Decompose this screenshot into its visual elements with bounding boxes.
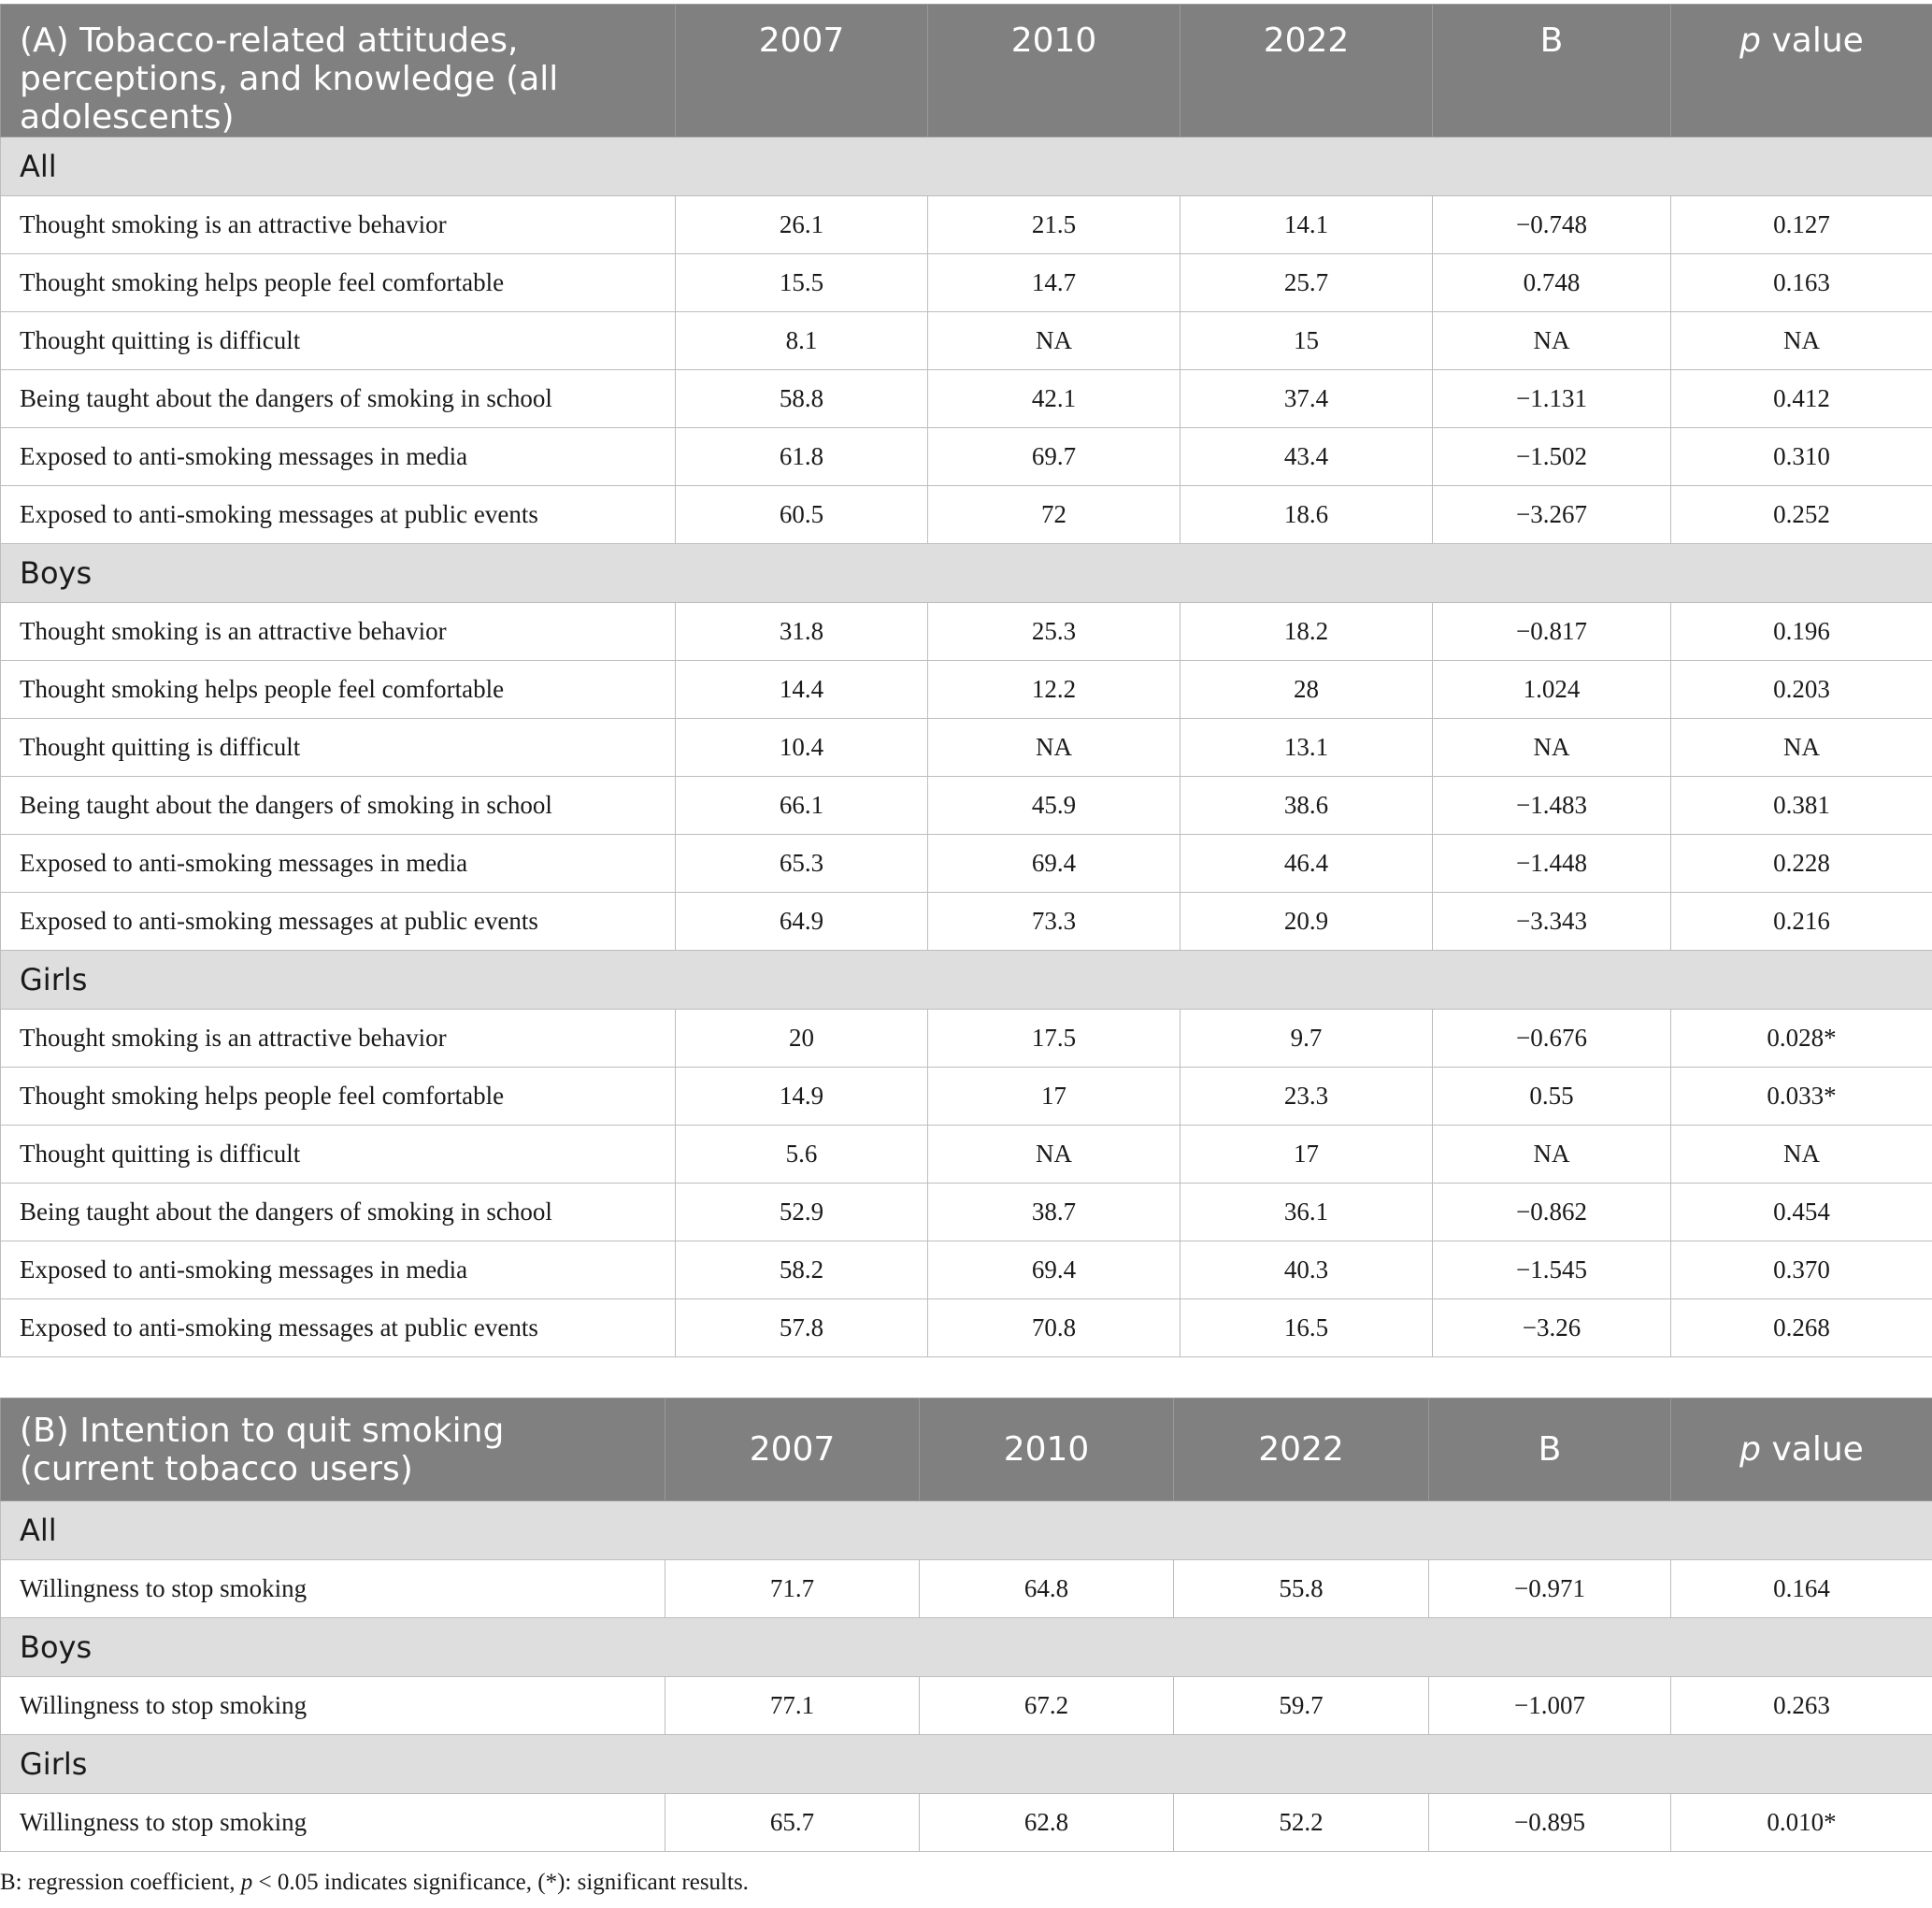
value-2010: NA bbox=[928, 1126, 1181, 1184]
value-2022: 43.4 bbox=[1181, 428, 1433, 486]
value-2010: 45.9 bbox=[928, 777, 1181, 835]
table-row bbox=[1, 835, 1932, 893]
table-row bbox=[1, 1010, 1932, 1068]
value-p: 0.033* bbox=[1671, 1068, 1932, 1126]
value-2010: 72 bbox=[928, 486, 1181, 544]
value-b: −0.676 bbox=[1433, 1010, 1671, 1068]
value-2010: 21.5 bbox=[928, 196, 1181, 254]
value-p: 0.028* bbox=[1671, 1010, 1932, 1068]
group-label: Girls bbox=[1, 1735, 1932, 1794]
table-row bbox=[1, 370, 1932, 428]
value-2007: 20 bbox=[676, 1010, 928, 1068]
group-row-girls bbox=[1, 951, 1932, 1010]
column-header-2022: 2022 bbox=[1174, 1399, 1429, 1501]
value-2022: 17 bbox=[1181, 1126, 1433, 1184]
value-p: 0.370 bbox=[1671, 1241, 1932, 1299]
value-2007: 64.9 bbox=[676, 893, 928, 951]
table-row bbox=[1, 196, 1932, 254]
value-2007: 65.3 bbox=[676, 835, 928, 893]
row-label: Willingness to stop smoking bbox=[1, 1794, 665, 1852]
table-row bbox=[1, 1677, 1932, 1735]
group-row-girls bbox=[1, 1735, 1932, 1794]
value-p: 0.216 bbox=[1671, 893, 1932, 951]
value-p: 0.263 bbox=[1671, 1677, 1932, 1735]
value-2022: 40.3 bbox=[1181, 1241, 1433, 1299]
value-p: 0.127 bbox=[1671, 196, 1932, 254]
value-2010: 69.7 bbox=[928, 428, 1181, 486]
table-a-title: (A) Tobacco-related attitudes, perceptions, and knowledge (all adolescents) bbox=[1, 5, 676, 137]
value-2022: 15 bbox=[1181, 312, 1433, 370]
value-p: 0.163 bbox=[1671, 254, 1932, 312]
group-label: Boys bbox=[1, 1618, 1932, 1677]
value-b: NA bbox=[1433, 1126, 1671, 1184]
table-b-title: (B) Intention to quit smoking (current tobacco users) bbox=[1, 1399, 665, 1501]
column-header-b: B bbox=[1433, 5, 1671, 137]
value-b: 1.024 bbox=[1433, 661, 1671, 719]
value-2007: 15.5 bbox=[676, 254, 928, 312]
row-label: Thought smoking helps people feel comfortable bbox=[1, 661, 676, 719]
value-2010: 70.8 bbox=[928, 1299, 1181, 1357]
value-2022: 13.1 bbox=[1181, 719, 1433, 777]
row-label: Thought quitting is difficult bbox=[1, 719, 676, 777]
value-2007: 66.1 bbox=[676, 777, 928, 835]
value-p: 0.203 bbox=[1671, 661, 1932, 719]
row-label: Thought smoking helps people feel comfortable bbox=[1, 254, 676, 312]
value-2022: 28 bbox=[1181, 661, 1433, 719]
table-row bbox=[1, 1794, 1932, 1852]
value-p: 0.196 bbox=[1671, 603, 1932, 661]
table-row bbox=[1, 254, 1932, 312]
value-p: 0.454 bbox=[1671, 1184, 1932, 1241]
value-2007: 14.4 bbox=[676, 661, 928, 719]
row-label: Being taught about the dangers of smoking in school bbox=[1, 1184, 676, 1241]
value-2010: 67.2 bbox=[920, 1677, 1174, 1735]
value-b: −1.483 bbox=[1433, 777, 1671, 835]
p-value-suffix: value bbox=[1761, 22, 1864, 60]
value-2007: 52.9 bbox=[676, 1184, 928, 1241]
value-b: −0.971 bbox=[1429, 1560, 1671, 1618]
row-label: Exposed to anti-smoking messages at public events bbox=[1, 486, 676, 544]
table-row bbox=[1, 893, 1932, 951]
row-label: Being taught about the dangers of smoking in school bbox=[1, 777, 676, 835]
table-b bbox=[0, 1398, 1932, 1852]
table-row bbox=[1, 777, 1932, 835]
column-header-p-value bbox=[1671, 1399, 1932, 1501]
value-b: 0.748 bbox=[1433, 254, 1671, 312]
footnote-part2: < 0.05 indicates significance, (*): significant results. bbox=[252, 1870, 749, 1895]
value-2022: 38.6 bbox=[1181, 777, 1433, 835]
value-b: −0.748 bbox=[1433, 196, 1671, 254]
value-2010: 64.8 bbox=[920, 1560, 1174, 1618]
value-2022: 36.1 bbox=[1181, 1184, 1433, 1241]
value-2022: 46.4 bbox=[1181, 835, 1433, 893]
column-header-2010: 2010 bbox=[928, 5, 1181, 137]
value-2022: 25.7 bbox=[1181, 254, 1433, 312]
footnote-p-symbol: p bbox=[240, 1870, 253, 1895]
row-label: Thought smoking is an attractive behavior bbox=[1, 1010, 676, 1068]
column-header-2022: 2022 bbox=[1181, 5, 1433, 137]
value-p: NA bbox=[1671, 719, 1932, 777]
value-2007: 26.1 bbox=[676, 196, 928, 254]
table-footnote bbox=[0, 1870, 749, 1896]
value-2022: 37.4 bbox=[1181, 370, 1433, 428]
value-2010: 25.3 bbox=[928, 603, 1181, 661]
table-row bbox=[1, 1184, 1932, 1241]
value-2007: 58.8 bbox=[676, 370, 928, 428]
row-label: Thought quitting is difficult bbox=[1, 312, 676, 370]
table-row bbox=[1, 661, 1932, 719]
column-header-b: B bbox=[1429, 1399, 1671, 1501]
value-2007: 58.2 bbox=[676, 1241, 928, 1299]
row-label: Exposed to anti-smoking messages in media bbox=[1, 835, 676, 893]
value-b: −0.817 bbox=[1433, 603, 1671, 661]
row-label: Exposed to anti-smoking messages in media bbox=[1, 428, 676, 486]
value-2007: 60.5 bbox=[676, 486, 928, 544]
value-2007: 10.4 bbox=[676, 719, 928, 777]
value-2007: 61.8 bbox=[676, 428, 928, 486]
value-2010: 14.7 bbox=[928, 254, 1181, 312]
value-2022: 14.1 bbox=[1181, 196, 1433, 254]
value-2022: 16.5 bbox=[1181, 1299, 1433, 1357]
row-label: Willingness to stop smoking bbox=[1, 1560, 665, 1618]
value-p: 0.268 bbox=[1671, 1299, 1932, 1357]
value-p: 0.381 bbox=[1671, 777, 1932, 835]
table-row bbox=[1, 1241, 1932, 1299]
value-2007: 65.7 bbox=[665, 1794, 920, 1852]
column-header-2007: 2007 bbox=[665, 1399, 920, 1501]
value-2010: NA bbox=[928, 719, 1181, 777]
value-2022: 18.6 bbox=[1181, 486, 1433, 544]
value-p: NA bbox=[1671, 312, 1932, 370]
value-2022: 23.3 bbox=[1181, 1068, 1433, 1126]
value-2022: 9.7 bbox=[1181, 1010, 1433, 1068]
value-2010: 73.3 bbox=[928, 893, 1181, 951]
row-label: Thought quitting is difficult bbox=[1, 1126, 676, 1184]
value-2007: 14.9 bbox=[676, 1068, 928, 1126]
table-row bbox=[1, 486, 1932, 544]
value-b: −0.895 bbox=[1429, 1794, 1671, 1852]
group-row-boys bbox=[1, 544, 1932, 603]
value-2010: 69.4 bbox=[928, 835, 1181, 893]
value-b: −1.131 bbox=[1433, 370, 1671, 428]
value-2022: 18.2 bbox=[1181, 603, 1433, 661]
value-2007: 8.1 bbox=[676, 312, 928, 370]
value-2007: 77.1 bbox=[665, 1677, 920, 1735]
value-b: −1.502 bbox=[1433, 428, 1671, 486]
value-b: −1.545 bbox=[1433, 1241, 1671, 1299]
value-2010: NA bbox=[928, 312, 1181, 370]
footnote-part1: B: regression coefficient, bbox=[0, 1870, 241, 1895]
value-2022: 20.9 bbox=[1181, 893, 1433, 951]
value-p: 0.228 bbox=[1671, 835, 1932, 893]
value-2010: 62.8 bbox=[920, 1794, 1174, 1852]
value-2010: 17.5 bbox=[928, 1010, 1181, 1068]
value-p: NA bbox=[1671, 1126, 1932, 1184]
p-value-suffix: value bbox=[1761, 1430, 1864, 1469]
table-row bbox=[1, 1068, 1932, 1126]
value-2007: 5.6 bbox=[676, 1126, 928, 1184]
group-label: All bbox=[1, 1501, 1932, 1560]
table-row bbox=[1, 1560, 1932, 1618]
p-symbol: p bbox=[1739, 22, 1762, 60]
value-p: 0.164 bbox=[1671, 1560, 1932, 1618]
value-b: −1.007 bbox=[1429, 1677, 1671, 1735]
row-label: Thought smoking helps people feel comfortable bbox=[1, 1068, 676, 1126]
p-symbol: p bbox=[1739, 1430, 1762, 1469]
value-2022: 59.7 bbox=[1174, 1677, 1429, 1735]
group-label: All bbox=[1, 137, 1932, 196]
table-b-header-row bbox=[1, 1399, 1932, 1501]
value-2010: 38.7 bbox=[928, 1184, 1181, 1241]
value-b: −3.267 bbox=[1433, 486, 1671, 544]
row-label: Being taught about the dangers of smoking in school bbox=[1, 370, 676, 428]
value-2022: 55.8 bbox=[1174, 1560, 1429, 1618]
value-b: −1.448 bbox=[1433, 835, 1671, 893]
table-a bbox=[0, 4, 1932, 1357]
table-row bbox=[1, 312, 1932, 370]
row-label: Exposed to anti-smoking messages at public events bbox=[1, 1299, 676, 1357]
table-row bbox=[1, 603, 1932, 661]
value-2010: 12.2 bbox=[928, 661, 1181, 719]
table-row bbox=[1, 1299, 1932, 1357]
column-header-p-value bbox=[1671, 5, 1932, 137]
value-b: NA bbox=[1433, 719, 1671, 777]
table-row bbox=[1, 1126, 1932, 1184]
column-header-2007: 2007 bbox=[676, 5, 928, 137]
value-p: 0.252 bbox=[1671, 486, 1932, 544]
row-label: Exposed to anti-smoking messages in media bbox=[1, 1241, 676, 1299]
value-b: −3.26 bbox=[1433, 1299, 1671, 1357]
value-p: 0.310 bbox=[1671, 428, 1932, 486]
value-2010: 42.1 bbox=[928, 370, 1181, 428]
group-label: Girls bbox=[1, 951, 1932, 1010]
row-label: Thought smoking is an attractive behavior bbox=[1, 603, 676, 661]
value-b: −3.343 bbox=[1433, 893, 1671, 951]
group-row-all bbox=[1, 137, 1932, 196]
value-b: 0.55 bbox=[1433, 1068, 1671, 1126]
value-2007: 31.8 bbox=[676, 603, 928, 661]
group-label: Boys bbox=[1, 544, 1932, 603]
value-2007: 71.7 bbox=[665, 1560, 920, 1618]
row-label: Exposed to anti-smoking messages at public events bbox=[1, 893, 676, 951]
value-p: 0.010* bbox=[1671, 1794, 1932, 1852]
row-label: Thought smoking is an attractive behavior bbox=[1, 196, 676, 254]
column-header-2010: 2010 bbox=[920, 1399, 1174, 1501]
value-2007: 57.8 bbox=[676, 1299, 928, 1357]
table-row bbox=[1, 719, 1932, 777]
row-label: Willingness to stop smoking bbox=[1, 1677, 665, 1735]
value-2010: 69.4 bbox=[928, 1241, 1181, 1299]
table-a-header-row bbox=[1, 5, 1932, 137]
group-row-all bbox=[1, 1501, 1932, 1560]
value-2010: 17 bbox=[928, 1068, 1181, 1126]
group-row-boys bbox=[1, 1618, 1932, 1677]
value-b: −0.862 bbox=[1433, 1184, 1671, 1241]
value-p: 0.412 bbox=[1671, 370, 1932, 428]
value-2022: 52.2 bbox=[1174, 1794, 1429, 1852]
value-b: NA bbox=[1433, 312, 1671, 370]
table-row bbox=[1, 428, 1932, 486]
